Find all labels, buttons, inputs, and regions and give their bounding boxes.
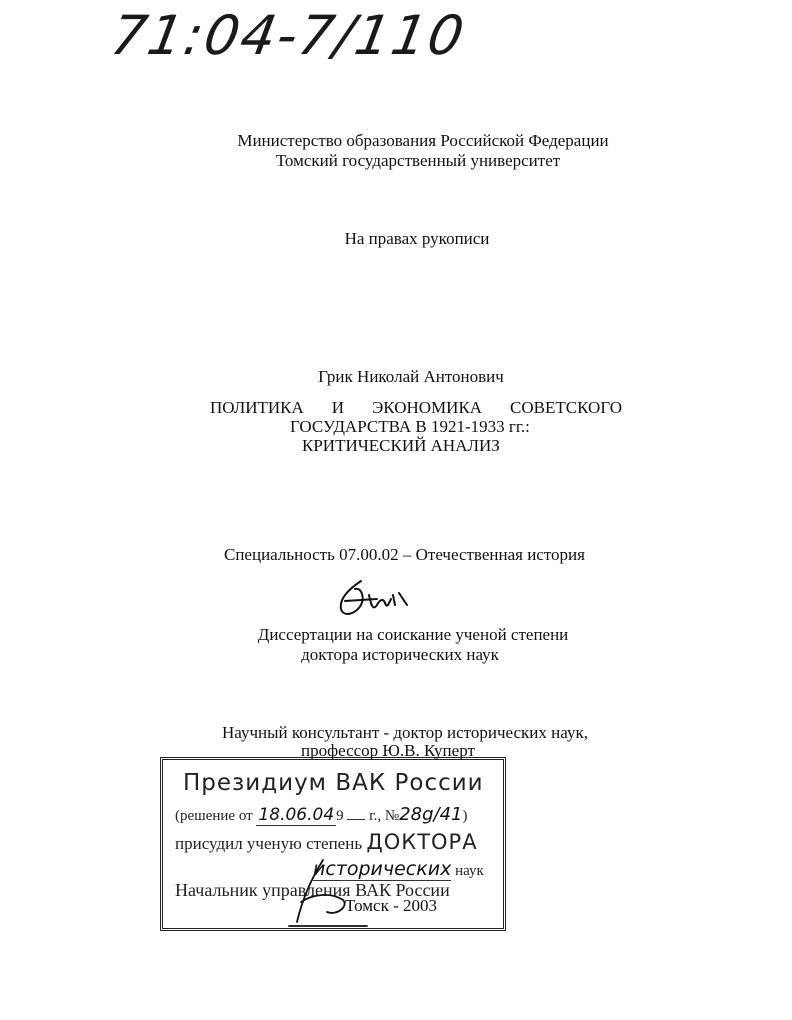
consultant-line2: профессор Ю.В. Куперт: [301, 741, 475, 760]
consultant-line1: Научный консультант - доктор исторических наук,: [222, 723, 588, 742]
stamp-awarded-text: присудил ученую степень: [175, 834, 363, 853]
stamp-decision-line: [175, 804, 467, 825]
city-year: Томск - 2003: [345, 896, 438, 915]
stamp-heading: Президиум ВАК России: [183, 770, 484, 796]
title-line-3: КРИТИЧЕСКИЙ АНАЛИЗ: [302, 436, 500, 455]
vak-stamp: [160, 757, 506, 931]
author-signature: [325, 575, 415, 625]
stamp-field-suffix: наук: [455, 863, 484, 879]
title-line-1: ПОЛИТИКА И ЭКОНОМИКА СОВЕТСКОГО: [210, 398, 622, 417]
stamp-decision-end: ): [462, 808, 468, 824]
stamp-field-handwritten: исторических: [313, 858, 452, 880]
stamp-decision-number: 28g/41: [399, 804, 463, 825]
stamp-signature: [283, 856, 373, 930]
specialty: Специальность 07.00.02 – Отечественная история: [224, 545, 585, 564]
ministry-name: Министерство образования Российской Федерации: [237, 131, 609, 150]
stamp-decision-year-end: 9: [336, 808, 344, 824]
stamp-degree: ДОКТОРА: [366, 830, 478, 854]
archive-code-handwritten: 71:04-7/110: [106, 4, 471, 67]
dissertation-degree-line1: Диссертации на соискание ученой степени: [257, 625, 569, 644]
dissertation-degree-line2: доктора исторических наук: [301, 645, 499, 664]
stamp-decision-mid: г., №: [369, 808, 400, 824]
author-name: Грик Николай Антонович: [318, 367, 504, 386]
stamp-award-line: [175, 830, 478, 854]
stamp-decision-date: 18.06.04: [258, 805, 335, 825]
dissertation-title: [210, 398, 622, 455]
stamp-decision-prefix: (решение от: [175, 808, 253, 824]
stamp-chief: Начальник управления ВАК России: [175, 880, 450, 900]
university-name: Томский государственный университет: [275, 151, 561, 170]
title-line-2: ГОСУДАРСТВА В 1921-1933 гг.:: [290, 417, 530, 436]
manuscript-rights: На правах рукописи: [344, 229, 490, 248]
